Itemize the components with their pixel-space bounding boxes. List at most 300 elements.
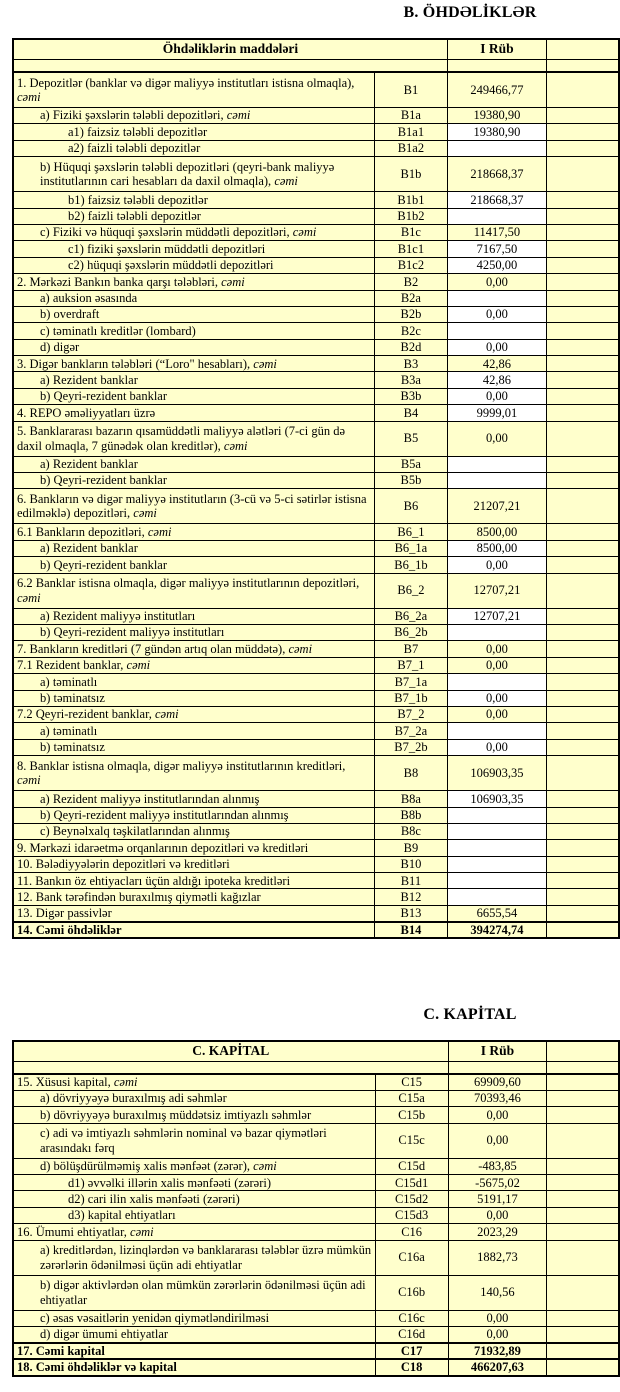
row-code: B1a1 [374, 124, 447, 140]
label-italic-suffix: cəmi [17, 590, 41, 605]
row-code: C16 [375, 1224, 448, 1240]
row-next-period-cell-clipped [546, 889, 619, 905]
table-row [13, 1207, 619, 1223]
row-value [448, 823, 547, 839]
row-next-period-cell-clipped [547, 1275, 619, 1310]
row-label: 6. Bankların və digər maliyyə institutların (3-cü və 5-ci sətirlər istisna edilməklə) depozitləri, cəmi [13, 489, 374, 524]
row-next-period-cell-clipped [546, 157, 619, 192]
table-row [13, 889, 619, 905]
label-italic-suffix: cəmi [223, 438, 248, 453]
row-next-period-cell-clipped [546, 557, 619, 573]
row-label: 17. Cəmi kapital [13, 1343, 375, 1360]
row-code: B1a [374, 108, 447, 124]
row-label: b) overdraft [13, 306, 374, 322]
table-row [13, 157, 619, 192]
row-value: 5191,17 [448, 1191, 547, 1207]
row-value: 106903,35 [448, 756, 547, 791]
label-italic-suffix: cəmi [130, 1224, 154, 1239]
table-row [13, 473, 619, 489]
row-code: B11 [374, 873, 447, 889]
row-next-period-cell-clipped [547, 1175, 619, 1191]
row-code: C15a [375, 1090, 448, 1106]
row-value: 69909,60 [448, 1074, 547, 1090]
label-italic-suffix: cəmi [126, 658, 151, 673]
row-value: 0,00 [448, 739, 547, 755]
table-row [13, 290, 619, 306]
row-next-period-cell-clipped [546, 274, 619, 290]
row-value: 0,00 [448, 421, 547, 456]
row-label: b1) faizsiz tələbli depozitlər [13, 192, 374, 208]
row-code: B1c1 [374, 241, 447, 257]
row-value: 11417,50 [448, 224, 547, 240]
row-value [448, 873, 547, 889]
row-code: B3b [374, 388, 447, 404]
row-label: 7.2 Qeyri-rezident banklar, cəmi [13, 706, 374, 722]
row-next-period-cell-clipped [546, 241, 619, 257]
row-code: B12 [374, 889, 447, 905]
row-next-period-cell-clipped [547, 1240, 619, 1275]
row-code: B10 [374, 856, 447, 872]
row-label: d2) cari ilin xalis mənfəəti (zərəri) [13, 1191, 375, 1207]
table-row [13, 739, 619, 755]
row-value [448, 889, 547, 905]
spacer-cell [13, 1062, 448, 1075]
row-next-period-cell-clipped [547, 1327, 619, 1343]
row-next-period-cell-clipped [546, 524, 619, 540]
spacer-cell [547, 1062, 619, 1075]
label-italic-suffix: cəmi [274, 174, 298, 189]
row-value: 0,00 [448, 657, 547, 673]
row-next-period-cell-clipped [547, 1107, 619, 1123]
row-next-period-cell-clipped [546, 573, 619, 608]
row-label: b) təminatsız [13, 690, 374, 706]
row-value: 19380,90 [448, 108, 547, 124]
table-row [13, 108, 619, 124]
table-row [13, 1240, 619, 1275]
table-row [13, 756, 619, 791]
row-label: 6.2 Banklar istisna olmaqla, digər maliyyə institutlarının depozitləri, cəmi [13, 573, 374, 608]
row-label: a) Rezident banklar [13, 540, 374, 556]
section-liabilities-title: B. ÖHDƏLİKLƏR [403, 4, 537, 21]
table-row [13, 905, 619, 921]
row-next-period-cell-clipped [546, 791, 619, 807]
row-code: B6_2 [374, 573, 447, 608]
row-label: 4. REPO əməliyyatları üzrə [13, 405, 374, 421]
row-label: b) Qeyri-rezident banklar [13, 388, 374, 404]
table-row [13, 456, 619, 472]
spacer-cell [13, 60, 448, 73]
row-code: B5 [374, 421, 447, 456]
row-code: B2d [374, 339, 447, 355]
row-value: 106903,35 [448, 791, 547, 807]
row-label: 3. Digər bankların tələbləri (“Loro" hesabları), cəmi [13, 356, 374, 372]
row-next-period-cell-clipped [546, 756, 619, 791]
row-next-period-cell-clipped [546, 72, 619, 108]
row-label: a1) faizsiz tələbli depozitlər [13, 124, 374, 140]
label-italic-suffix: cəmi [253, 356, 277, 371]
row-label: b) dövriyyəyə buraxılmış müddətsiz imtiyazlı səhmlər [13, 1107, 375, 1123]
label-italic-suffix: cəmi [17, 773, 41, 788]
row-next-period-cell-clipped [546, 421, 619, 456]
row-code: C18 [375, 1359, 448, 1376]
row-label: b2) faizli tələbli depozitlər [13, 208, 374, 224]
row-code: B6_1b [374, 557, 447, 573]
table-row [13, 124, 619, 140]
row-value: 249466,77 [448, 72, 547, 108]
row-code: B6_2a [374, 608, 447, 624]
row-next-period-cell-clipped [546, 674, 619, 690]
row-code: C16a [375, 1240, 448, 1275]
row-next-period-cell-clipped [546, 356, 619, 372]
row-code: B6 [374, 489, 447, 524]
row-next-period-cell-clipped [546, 224, 619, 240]
row-code: C15d3 [375, 1207, 448, 1223]
row-label: b) təminatsız [13, 739, 374, 755]
row-next-period-cell-clipped [546, 624, 619, 640]
row-code: B1b [374, 157, 447, 192]
col-header-items: C. KAPİTAL [13, 1041, 448, 1062]
table-row [13, 540, 619, 556]
row-label: 14. Cəmi öhdəliklər [13, 922, 374, 939]
row-label: a) Rezident maliyyə institutları [13, 608, 374, 624]
row-next-period-cell-clipped [547, 1191, 619, 1207]
row-label: 11. Bankın öz ehtiyacları üçün aldığı ipoteka kreditləri [13, 873, 374, 889]
row-value: 4250,00 [448, 257, 547, 273]
row-code: B7 [374, 641, 447, 657]
table-row [13, 1107, 619, 1123]
row-code: C16b [375, 1275, 448, 1310]
header-row [13, 1041, 619, 1062]
row-value: 218668,37 [448, 157, 547, 192]
row-label: 16. Ümumi ehtiyatlar, cəmi [13, 1224, 375, 1240]
row-label: 12. Bank tərəfindən buraxılmış qiymətli kağızlar [13, 889, 374, 905]
row-code: C15d1 [375, 1175, 448, 1191]
label-italic-suffix: cəmi [147, 524, 172, 539]
table-row [13, 1359, 619, 1376]
table-row [13, 1175, 619, 1191]
row-value: 0,00 [448, 690, 547, 706]
row-next-period-cell-clipped [547, 1158, 619, 1174]
row-value: 7167,50 [448, 241, 547, 257]
spacer-cell [448, 1062, 547, 1075]
row-code: B2a [374, 290, 447, 306]
table-row [13, 657, 619, 673]
table-row [13, 1275, 619, 1310]
row-value: 6655,54 [448, 905, 547, 921]
table-row [13, 624, 619, 640]
col-header-next-period-clipped [546, 39, 619, 60]
table-row [13, 641, 619, 657]
row-label: c) əsas vəsaitlərin yenidən qiymətləndirilməsi [13, 1310, 375, 1326]
col-header-period: I Rüb [448, 1041, 547, 1062]
row-label: 8. Banklar istisna olmaqla, digər maliyyə institutlarının kreditləri, cəmi [13, 756, 374, 791]
row-value: 0,00 [448, 1207, 547, 1223]
row-next-period-cell-clipped [547, 1123, 619, 1158]
row-label: d) bölüşdürülməmiş xalis mənfəət (zərər), cəmi [13, 1158, 375, 1174]
row-next-period-cell-clipped [546, 608, 619, 624]
row-next-period-cell-clipped [546, 739, 619, 755]
row-label: d) digər [13, 339, 374, 355]
row-value: 0,00 [448, 706, 547, 722]
table-row [13, 706, 619, 722]
row-label: a) təminatlı [13, 723, 374, 739]
row-value: 19380,90 [448, 124, 547, 140]
row-label: a) təminatlı [13, 674, 374, 690]
row-value: 12707,21 [448, 573, 547, 608]
row-value: 71932,89 [448, 1343, 547, 1360]
table-row [13, 856, 619, 872]
table-row [13, 1343, 619, 1360]
table-row [13, 140, 619, 156]
table-row [13, 723, 619, 739]
row-code: C15d2 [375, 1191, 448, 1207]
row-label: 7. Bankların kreditləri (7 gündən artıq olan müddətə), cəmi [13, 641, 374, 657]
table-row [13, 356, 619, 372]
table-row [13, 1074, 619, 1090]
row-code: B6_1 [374, 524, 447, 540]
spacer-cell [448, 60, 547, 73]
row-value [448, 473, 547, 489]
row-next-period-cell-clipped [546, 456, 619, 472]
col-header-period: I Rüb [448, 39, 547, 60]
row-code: B1 [374, 72, 447, 108]
row-next-period-cell-clipped [546, 405, 619, 421]
row-label: a) Rezident maliyyə institutlarından alınmış [13, 791, 374, 807]
row-label: a2) faizli tələbli depozitlər [13, 140, 374, 156]
table-row [13, 1310, 619, 1326]
row-next-period-cell-clipped [546, 290, 619, 306]
row-label: 15. Xüsusi kapital, cəmi [13, 1074, 375, 1090]
row-label: a) Rezident banklar [13, 456, 374, 472]
label-italic-suffix: cəmi [292, 225, 317, 240]
table-row [13, 608, 619, 624]
row-label: c) adi və imtiyazlı səhmlərin nominal və bazar qiymətləri arasındakı fərq [13, 1123, 375, 1158]
row-code: B5b [374, 473, 447, 489]
row-code: C15b [375, 1107, 448, 1123]
financial-table [12, 1040, 620, 1377]
header-spacer-row [13, 60, 619, 73]
row-next-period-cell-clipped [546, 922, 619, 939]
table-row [13, 1090, 619, 1106]
table-row [13, 807, 619, 823]
row-code: C15c [375, 1123, 448, 1158]
row-code: B8 [374, 756, 447, 791]
row-value: 70393,46 [448, 1090, 547, 1106]
table-row [13, 557, 619, 573]
table-row [13, 192, 619, 208]
row-value [448, 674, 547, 690]
table-row [13, 372, 619, 388]
row-value [448, 807, 547, 823]
row-next-period-cell-clipped [547, 1343, 619, 1360]
row-next-period-cell-clipped [546, 540, 619, 556]
row-value: 8500,00 [448, 524, 547, 540]
row-code: B14 [374, 922, 447, 939]
row-next-period-cell-clipped [546, 873, 619, 889]
row-next-period-cell-clipped [546, 856, 619, 872]
label-italic-suffix: cəmi [288, 641, 313, 656]
row-next-period-cell-clipped [546, 124, 619, 140]
row-next-period-cell-clipped [546, 489, 619, 524]
financial-table [12, 38, 620, 939]
row-next-period-cell-clipped [546, 339, 619, 355]
row-value [448, 723, 547, 739]
row-code: B2c [374, 323, 447, 339]
table-row [13, 840, 619, 856]
row-next-period-cell-clipped [547, 1090, 619, 1106]
row-label: d3) kapital ehtiyatları [13, 1207, 375, 1223]
row-next-period-cell-clipped [546, 706, 619, 722]
row-value [448, 140, 547, 156]
row-code: B1a2 [374, 140, 447, 156]
row-value: 0,00 [448, 1107, 547, 1123]
label-italic-suffix: cəmi [154, 707, 179, 722]
table-row [13, 224, 619, 240]
table-row [13, 339, 619, 355]
row-code: B1c2 [374, 257, 447, 273]
row-next-period-cell-clipped [546, 208, 619, 224]
capital-table [12, 1040, 620, 1377]
label-italic-suffix: cəmi [221, 274, 245, 289]
row-next-period-cell-clipped [546, 372, 619, 388]
table-row [13, 524, 619, 540]
row-code: B7_1b [374, 690, 447, 706]
row-value: 2023,29 [448, 1224, 547, 1240]
row-code: C16c [375, 1310, 448, 1326]
table-row [13, 690, 619, 706]
col-header-items: Öhdəliklərin maddələri [13, 39, 448, 60]
row-label: c2) hüquqi şəxslərin müddətli depozitləri [13, 257, 374, 273]
row-value: 0,00 [448, 306, 547, 322]
row-code: B8b [374, 807, 447, 823]
table-row [13, 208, 619, 224]
row-code: C17 [375, 1343, 448, 1360]
row-label: a) dövriyyəyə buraxılmış adi səhmlər [13, 1090, 375, 1106]
row-label: 1. Depozitlər (banklar və digər maliyyə institutları istisna olmaqla), cəmi [13, 72, 374, 108]
header-spacer-row [13, 1062, 619, 1075]
row-next-period-cell-clipped [546, 905, 619, 921]
row-value [448, 840, 547, 856]
row-next-period-cell-clipped [546, 192, 619, 208]
row-code: B7_2 [374, 706, 447, 722]
section-capital-title: C. KAPİTAL [423, 1006, 517, 1023]
row-label: b) Qeyri-rezident maliyyə institutlarından alınmış [13, 807, 374, 823]
row-code: B7_1a [374, 674, 447, 690]
row-code: B8c [374, 823, 447, 839]
table-row [13, 421, 619, 456]
label-italic-suffix: cəmi [113, 1075, 138, 1090]
table-row [13, 388, 619, 404]
row-code: B8a [374, 791, 447, 807]
row-next-period-cell-clipped [547, 1207, 619, 1223]
row-label: 6.1 Bankların depozitləri, cəmi [13, 524, 374, 540]
row-label: 10. Bələdiyyələrin depozitləri və kreditləri [13, 856, 374, 872]
row-next-period-cell-clipped [547, 1310, 619, 1326]
row-next-period-cell-clipped [546, 140, 619, 156]
row-next-period-cell-clipped [546, 690, 619, 706]
row-value: 394274,74 [448, 922, 547, 939]
table-row [13, 674, 619, 690]
row-value: 0,00 [448, 641, 547, 657]
row-code: B3a [374, 372, 447, 388]
table-row [13, 306, 619, 322]
row-value: 218668,37 [448, 192, 547, 208]
row-value: 0,00 [448, 1327, 547, 1343]
row-label: a) auksion əsasında [13, 290, 374, 306]
row-next-period-cell-clipped [546, 388, 619, 404]
row-code: B5a [374, 456, 447, 472]
row-value: 9999,01 [448, 405, 547, 421]
label-italic-suffix: cəmi [253, 1159, 277, 1174]
row-next-period-cell-clipped [546, 807, 619, 823]
label-italic-suffix: cəmi [17, 90, 41, 104]
row-label: 7.1 Rezident banklar, cəmi [13, 657, 374, 673]
row-code: C16d [375, 1327, 448, 1343]
liabilities-table [12, 38, 620, 939]
row-next-period-cell-clipped [546, 306, 619, 322]
row-next-period-cell-clipped [546, 473, 619, 489]
row-code: B3 [374, 356, 447, 372]
col-header-next-period-clipped [547, 1041, 619, 1062]
row-label: b) Hüquqi şəxslərin tələbli depozitləri (qeyri-bank maliyyə institutlarının cari hesabları da daxil olmaqla), cəmi [13, 157, 374, 192]
row-next-period-cell-clipped [546, 257, 619, 273]
row-label: c) Beynəlxalq təşkilatlarından alınmış [13, 823, 374, 839]
row-code: B6_2b [374, 624, 447, 640]
row-code: B2b [374, 306, 447, 322]
row-label: a) kreditlərdən, lizinqlərdən və banklararası tələblər üzrə mümkün zərərlərin ödənilməsi üçün adi ehtiyatlar [13, 1240, 375, 1275]
row-value: 0,00 [448, 274, 547, 290]
row-label: 9. Mərkəzi idarəetmə orqanlarının depozitləri və kreditləri [13, 840, 374, 856]
row-value [448, 290, 547, 306]
row-code: B1b2 [374, 208, 447, 224]
table-row [13, 323, 619, 339]
table-row [13, 274, 619, 290]
row-value: 0,00 [448, 1123, 547, 1158]
row-code: B7_2b [374, 739, 447, 755]
table-row [13, 1224, 619, 1240]
table-row [13, 72, 619, 108]
spacer-cell [546, 60, 619, 73]
row-label: 2. Mərkəzi Bankın banka qarşı tələbləri, cəmi [13, 274, 374, 290]
row-code: B4 [374, 405, 447, 421]
row-label: 18. Cəmi öhdəliklər və kapital [13, 1359, 375, 1376]
label-italic-suffix: cəmi [226, 108, 251, 123]
row-next-period-cell-clipped [546, 723, 619, 739]
row-label: d1) əvvəlki illərin xalis mənfəəti (zərəri) [13, 1175, 375, 1191]
row-value: 0,00 [448, 339, 547, 355]
table-row [13, 873, 619, 889]
row-value: 1882,73 [448, 1240, 547, 1275]
row-code: B1b1 [374, 192, 447, 208]
row-value [448, 323, 547, 339]
table-row [13, 791, 619, 807]
row-value: -483,85 [448, 1158, 547, 1174]
row-value [448, 208, 547, 224]
row-label: b) Qeyri-rezident maliyyə institutları [13, 624, 374, 640]
row-next-period-cell-clipped [547, 1359, 619, 1376]
row-label: b) digər aktivlərdən olan mümkün zərərlərin ödənilməsi üçün adi ehtiyatlar [13, 1275, 375, 1310]
row-next-period-cell-clipped [547, 1074, 619, 1090]
row-value: 21207,21 [448, 489, 547, 524]
row-value: 140,56 [448, 1275, 547, 1310]
row-code: B9 [374, 840, 447, 856]
row-next-period-cell-clipped [546, 108, 619, 124]
row-next-period-cell-clipped [546, 657, 619, 673]
row-label: c1) fiziki şəxslərin müddətli depozitləri [13, 241, 374, 257]
row-value [448, 624, 547, 640]
row-value: 0,00 [448, 557, 547, 573]
row-code: B6_1a [374, 540, 447, 556]
